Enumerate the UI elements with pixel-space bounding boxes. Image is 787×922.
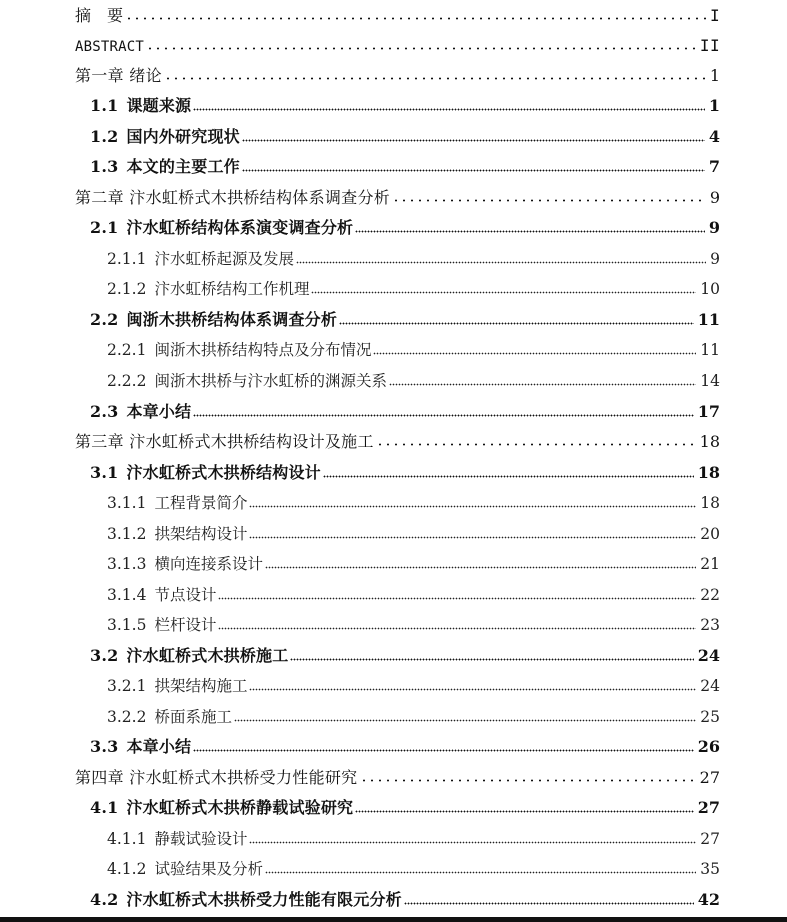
toc-entry-chapter-2[interactable] — [75, 182, 720, 206]
toc-entry-page: 14 — [700, 371, 720, 390]
toc-entry-title — [90, 739, 192, 755]
toc-entry-page: I — [709, 6, 720, 25]
toc-entry-page: 27 — [697, 798, 720, 817]
toc-entry-text: 静载试验设计 — [154, 829, 248, 848]
dot-leader — [218, 587, 696, 600]
toc-entry-text: 汴水虹桥起源及发展 — [154, 249, 294, 268]
dot-leader — [249, 678, 696, 691]
dot-leader — [311, 281, 696, 294]
toc-entry-title — [107, 524, 248, 543]
toc-entry-text: 汴水虹桥结构工作机理 — [154, 279, 310, 298]
toc-entry-page: 9 — [709, 188, 720, 207]
toc-entry-number: 2.1.2 — [107, 279, 147, 298]
dot-leader — [376, 433, 696, 447]
toc-entry-number: 3.1.3 — [107, 554, 147, 573]
dot-leader — [249, 526, 696, 539]
toc-entry-page: 10 — [700, 279, 720, 298]
dot-leader — [373, 342, 696, 355]
toc-entry-title — [107, 340, 372, 359]
toc-entry-page: 24 — [697, 646, 720, 665]
toc-entry-page: 25 — [700, 707, 720, 726]
toc-entry-page: 24 — [700, 676, 720, 695]
toc-entry-number: 3.1.2 — [107, 524, 147, 543]
toc-entry-title — [107, 707, 233, 726]
toc-entry-text: 汴水虹桥式木拱桥施工 — [126, 646, 289, 665]
toc-entry-title: 第二章 汴水虹桥式木拱桥结构体系调查分析 — [75, 188, 391, 207]
toc-entry-chapter-1[interactable] — [75, 60, 720, 84]
toc-entry-number: 4.1 — [90, 798, 119, 817]
toc-entry-chapter-3[interactable] — [75, 426, 720, 450]
toc-entry-text: 拱架结构施工 — [154, 676, 248, 695]
toc-entry-number: 2.3 — [90, 402, 119, 421]
toc-entry-subsection-2-2-1[interactable] — [107, 334, 720, 358]
toc-entry-title — [107, 859, 264, 878]
toc-entry-page: 20 — [700, 524, 720, 543]
toc-entry-section-4-2[interactable] — [90, 884, 720, 908]
toc-entry-abstract-cn[interactable] — [75, 0, 720, 24]
toc-entry-title — [90, 129, 241, 145]
toc-entry-title: 摘 要 — [75, 6, 124, 25]
toc-entry-number: 1.1 — [90, 96, 119, 115]
toc-entry-title: ABSTRACT — [75, 39, 145, 55]
dot-leader — [339, 312, 694, 325]
dot-leader — [360, 769, 696, 783]
dot-leader — [125, 7, 706, 21]
toc-entry-page: 18 — [697, 463, 720, 482]
toc-entry-title — [90, 220, 354, 236]
toc-entry-text: 汴水虹桥结构体系演变调查分析 — [126, 218, 354, 237]
toc-entry-number: 3.2.1 — [107, 676, 147, 695]
dot-leader — [249, 831, 696, 844]
dot-leader — [249, 495, 696, 508]
toc-entry-number: 3.1.5 — [107, 615, 147, 634]
toc-entry-number: 3.2 — [90, 646, 119, 665]
toc-entry-title — [107, 371, 388, 390]
dot-leader — [234, 709, 696, 722]
toc-entry-subsection-3-1-5[interactable] — [107, 609, 720, 633]
toc-entry-subsection-4-1-1[interactable] — [107, 823, 720, 847]
toc-entry-page: 11 — [697, 310, 720, 329]
toc-entry-page: 27 — [699, 768, 720, 787]
dot-leader — [389, 373, 696, 386]
toc-entry-number: 4.1.1 — [107, 829, 147, 848]
dot-leader — [218, 617, 696, 630]
toc-entry-title — [90, 648, 289, 664]
toc-entry-number: 1.2 — [90, 127, 119, 146]
toc-entry-subsection-3-1-4[interactable] — [107, 579, 720, 603]
toc-entry-text: 栏杆设计 — [154, 615, 217, 634]
dot-leader — [296, 251, 706, 264]
dot-leader — [146, 37, 696, 51]
toc-entry-title: 第一章 绪论 — [75, 66, 162, 85]
toc-entry-title — [107, 554, 264, 573]
dot-leader — [193, 404, 693, 417]
toc-entry-section-1-3[interactable] — [90, 151, 720, 175]
toc-entry-page: 26 — [697, 737, 720, 756]
toc-entry-text: 闽浙木拱桥结构特点及分布情况 — [154, 340, 372, 359]
toc-entry-title — [107, 615, 217, 634]
toc-entry-subsection-4-1-2[interactable] — [107, 853, 720, 877]
toc-entry-text: 桥面系施工 — [154, 707, 232, 726]
dot-leader — [323, 465, 694, 478]
toc-entry-text: 国内外研究现状 — [126, 127, 240, 146]
toc-entry-title — [90, 312, 338, 328]
toc-entry-subsection-2-2-2[interactable] — [107, 365, 720, 389]
toc-entry-page: 4 — [708, 127, 720, 146]
toc-entry-page: 35 — [700, 859, 720, 878]
toc-entry-subsection-2-1-1[interactable] — [107, 243, 720, 267]
toc-entry-section-3-1[interactable] — [90, 457, 720, 481]
toc-entry-text: 闽浙木拱桥结构体系调查分析 — [126, 310, 338, 329]
dot-leader — [242, 129, 705, 142]
toc-entry-section-3-3[interactable] — [90, 731, 720, 755]
dot-leader — [193, 739, 693, 752]
toc-entry-abstract-en[interactable] — [75, 30, 720, 54]
toc-entry-title — [90, 892, 403, 908]
page-bottom-border — [0, 917, 787, 922]
toc-entry-number: 3.1.4 — [107, 585, 147, 604]
toc-entry-text: 汴水虹桥式木拱桥受力性能有限元分析 — [126, 890, 402, 909]
toc-entry-text: 本文的主要工作 — [126, 157, 240, 176]
toc-entry-subsection-3-2-1[interactable] — [107, 670, 720, 694]
toc-entry-title — [90, 404, 192, 420]
toc-entry-subsection-3-1-3[interactable] — [107, 548, 720, 572]
toc-entry-page: II — [699, 36, 720, 55]
toc-entry-page: 18 — [700, 493, 720, 512]
toc-entry-text: 汴水虹桥式木拱桥结构设计 — [126, 463, 321, 482]
toc-entry-title — [107, 279, 310, 298]
toc-entry-text: 拱架结构设计 — [154, 524, 248, 543]
toc-entry-title: 第三章 汴水虹桥式木拱桥结构设计及施工 — [75, 432, 374, 451]
toc-entry-title — [107, 676, 248, 695]
toc-entry-subsection-2-1-2[interactable] — [107, 273, 720, 297]
toc-entry-page: 9 — [708, 218, 720, 237]
toc-entry-number: 3.1.1 — [107, 493, 147, 512]
toc-entry-page: 22 — [700, 585, 720, 604]
toc-entry-text: 课题来源 — [126, 96, 192, 115]
toc-entry-page: 9 — [710, 249, 720, 268]
toc-entry-number: 4.2 — [90, 890, 119, 909]
dot-leader — [404, 892, 694, 905]
toc-entry-number: 2.1.1 — [107, 249, 147, 268]
toc-entry-number: 3.1 — [90, 463, 119, 482]
toc-entry-section-2-2[interactable] — [90, 304, 720, 328]
dot-leader — [265, 556, 696, 569]
toc-entry-number: 2.2.1 — [107, 340, 147, 359]
toc-entry-page: 1 — [708, 96, 720, 115]
dot-leader — [265, 861, 696, 874]
toc-entry-text: 试验结果及分析 — [154, 859, 263, 878]
toc-entry-title: 第四章 汴水虹桥式木拱桥受力性能研究 — [75, 768, 358, 787]
dot-leader — [164, 67, 706, 81]
toc-entry-title — [107, 585, 217, 604]
toc-entry-page: 7 — [708, 157, 720, 176]
toc-entry-number: 3.2.2 — [107, 707, 147, 726]
toc-entry-page: 42 — [697, 890, 720, 909]
toc-entry-title — [107, 493, 248, 512]
toc-entry-page: 18 — [699, 432, 720, 451]
toc-entry-title — [107, 829, 248, 848]
toc-entry-page: 17 — [697, 402, 720, 421]
dot-leader — [392, 189, 706, 203]
toc-entry-text: 本章小结 — [126, 737, 192, 756]
toc-entry-text: 节点设计 — [154, 585, 217, 604]
toc-entry-text: 横向连接系设计 — [154, 554, 263, 573]
toc-entry-number: 1.3 — [90, 157, 119, 176]
toc-entry-number: 2.1 — [90, 218, 119, 237]
toc-entry-section-1-2[interactable] — [90, 121, 720, 145]
toc-entry-section-2-1[interactable] — [90, 212, 720, 236]
toc-entry-page: 11 — [700, 340, 720, 359]
toc-entry-section-3-2[interactable] — [90, 640, 720, 664]
toc-entry-text: 本章小结 — [126, 402, 192, 421]
toc-entry-text: 闽浙木拱桥与汴水虹桥的渊源关系 — [154, 371, 387, 390]
toc-entry-number: 3.3 — [90, 737, 119, 756]
toc-entry-section-4-1[interactable] — [90, 792, 720, 816]
toc-entry-subsection-3-1-1[interactable] — [107, 487, 720, 511]
toc-entry-page: 23 — [700, 615, 720, 634]
toc-entry-number: 2.2 — [90, 310, 119, 329]
toc-entry-chapter-4[interactable] — [75, 762, 720, 786]
toc-entry-section-1-1[interactable] — [90, 90, 720, 114]
toc-entry-number: 2.2.2 — [107, 371, 147, 390]
toc-entry-text: 工程背景简介 — [154, 493, 248, 512]
toc-entry-text: 汴水虹桥式木拱桥静载试验研究 — [126, 798, 354, 817]
toc-entry-title — [90, 465, 322, 481]
toc-entry-number: 4.1.2 — [107, 859, 147, 878]
dot-leader — [355, 220, 705, 233]
dot-leader — [290, 648, 693, 661]
toc-entry-title — [90, 159, 241, 175]
toc-entry-subsection-3-1-2[interactable] — [107, 518, 720, 542]
toc-entry-page: 21 — [700, 554, 720, 573]
toc-entry-section-2-3[interactable] — [90, 396, 720, 420]
dot-leader — [355, 800, 693, 813]
toc-entry-title — [90, 800, 354, 816]
toc-entry-page: 1 — [709, 66, 720, 85]
toc-entry-title — [107, 249, 295, 268]
dot-leader — [242, 159, 705, 172]
dot-leader — [193, 98, 705, 111]
toc-entry-page: 27 — [700, 829, 720, 848]
toc-entry-subsection-3-2-2[interactable] — [107, 701, 720, 725]
toc-entry-title — [90, 98, 192, 114]
